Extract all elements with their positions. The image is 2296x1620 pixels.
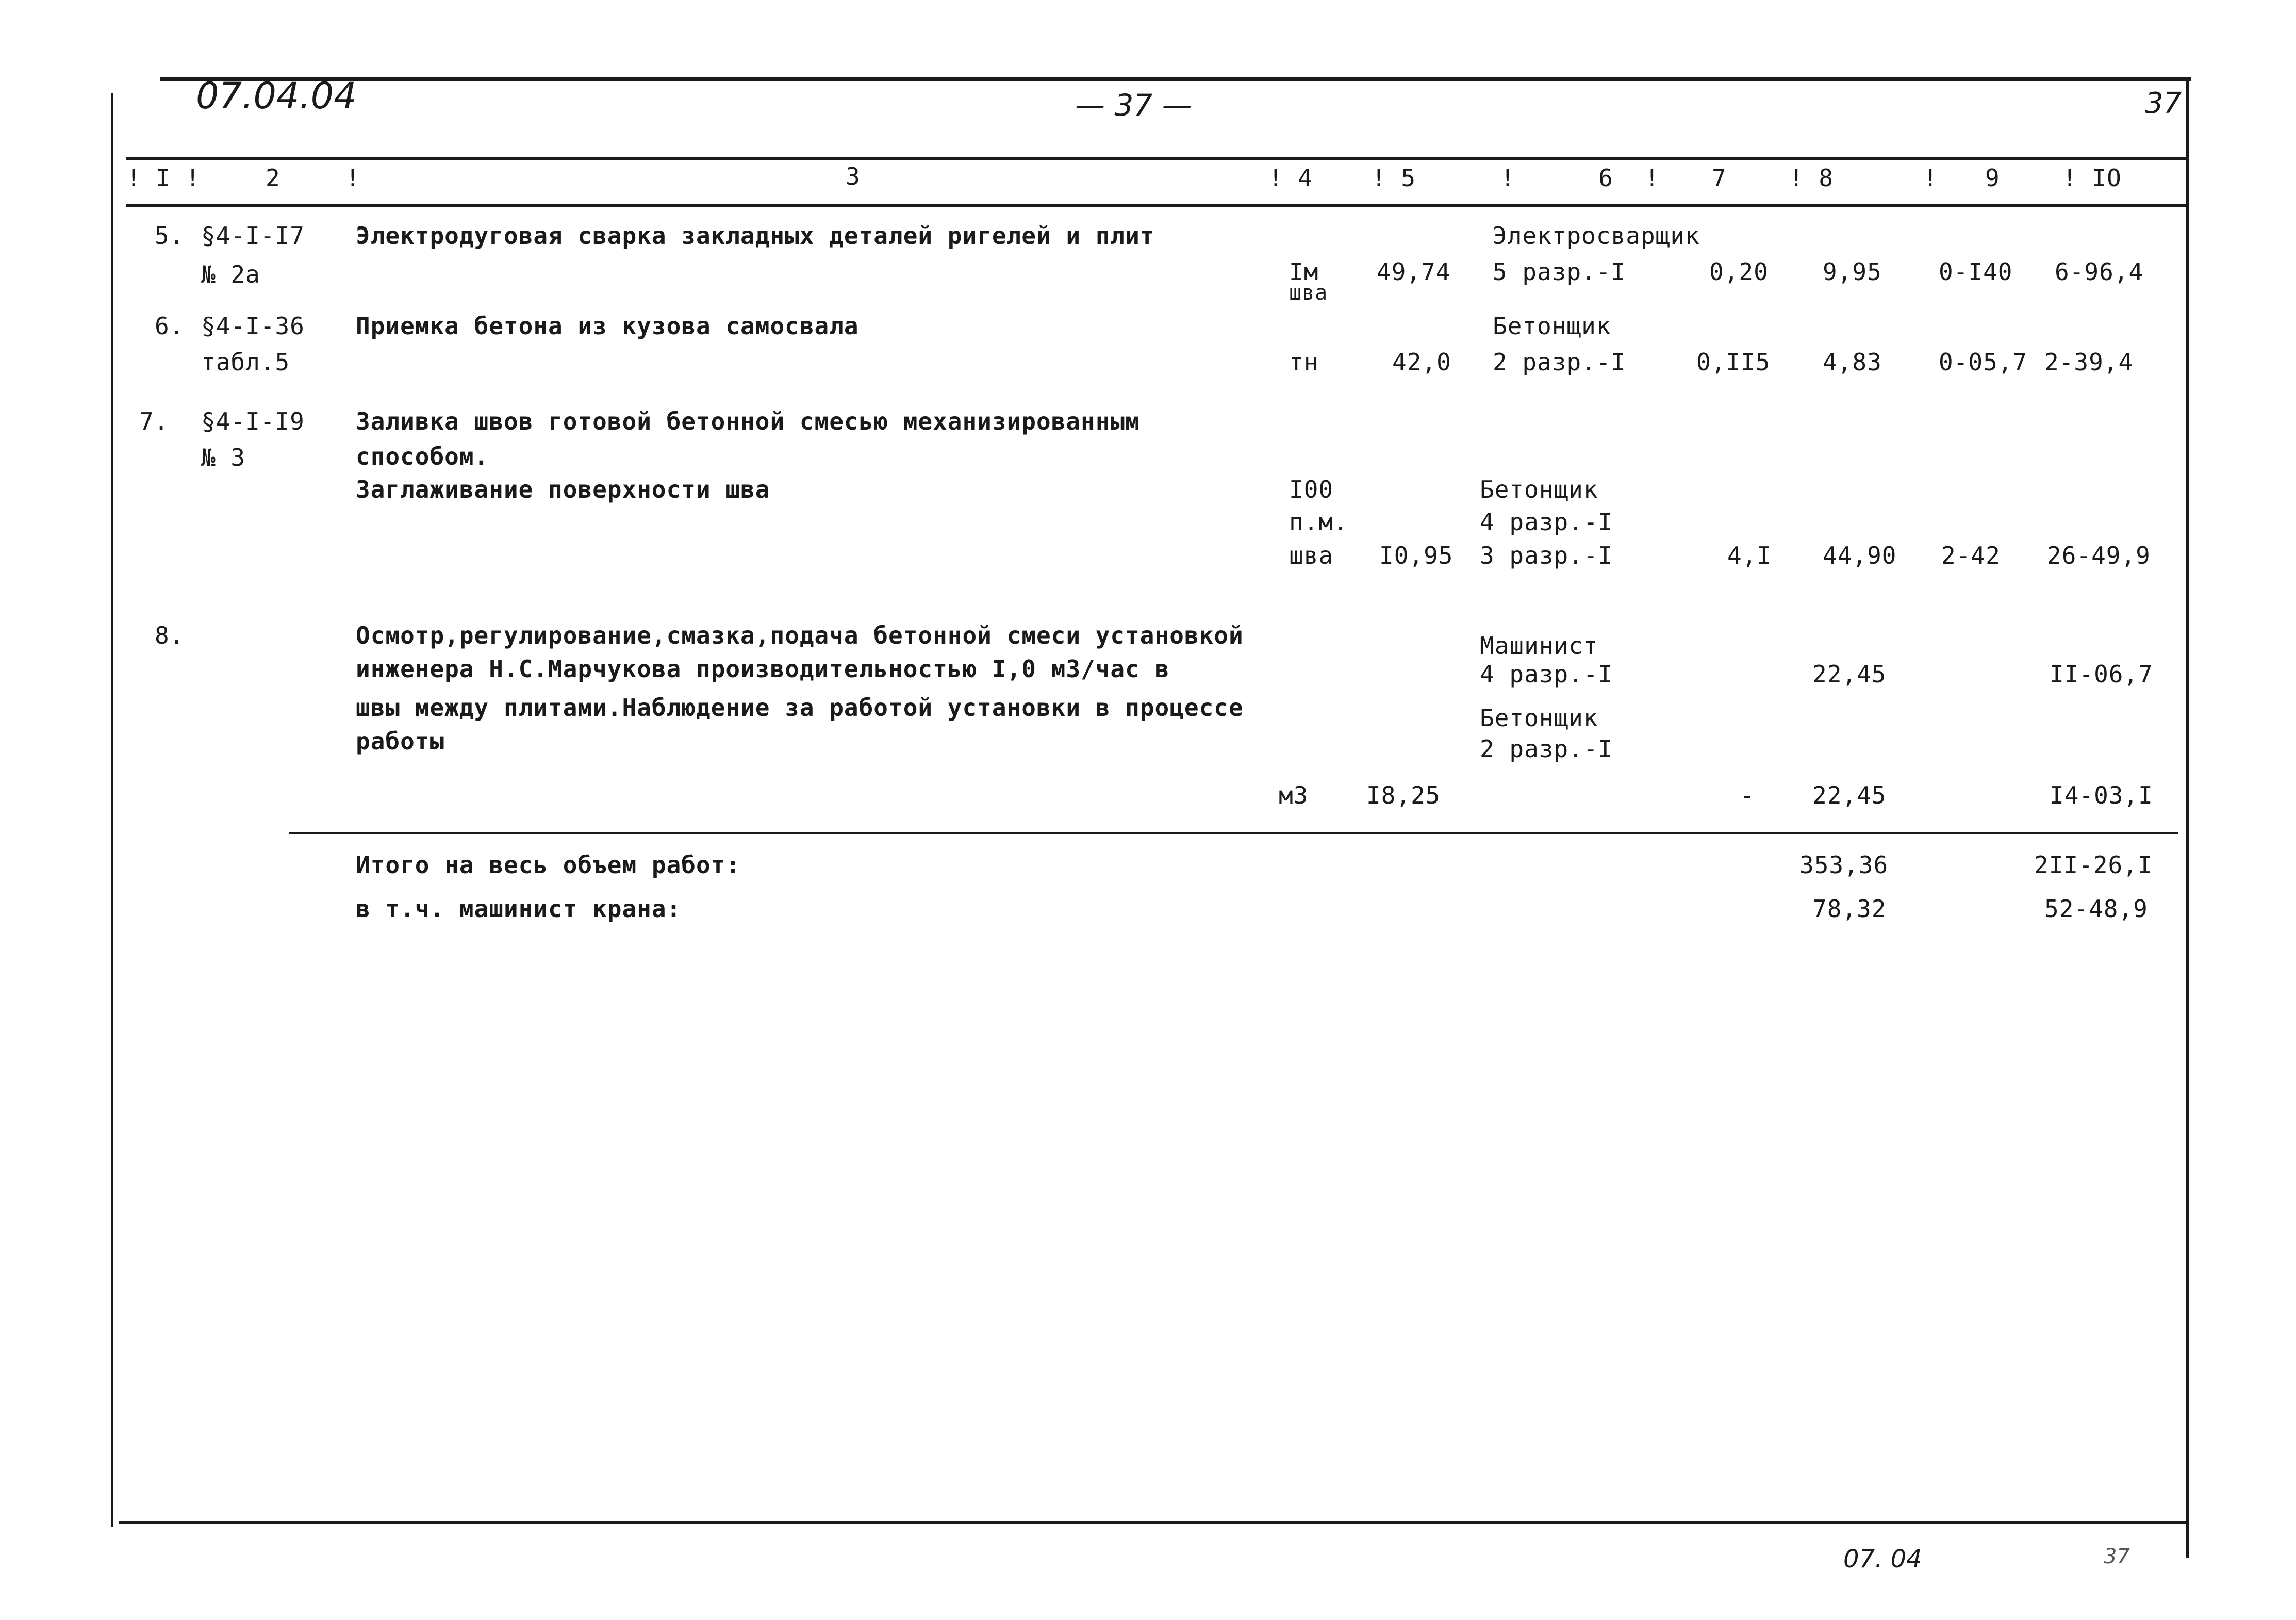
row-grade: 2 разр.-I: [1493, 348, 1626, 376]
row-grade: 4 разр.-I: [1480, 508, 1613, 536]
row-work-description-2: инженера Н.С.Марчукова производительностью I,0 м3/час в: [356, 655, 1170, 683]
row-cost: 2-39,4: [2044, 348, 2134, 376]
col-1-header: ! I !: [126, 164, 201, 192]
row-quantity: 49,74: [1377, 258, 1451, 286]
row-work-description-4: работы: [356, 727, 445, 755]
totals-rule: [289, 832, 2178, 834]
row-cost: I4-03,I: [2050, 781, 2153, 809]
right-border: [2186, 77, 2189, 1558]
row-norm-ref: §4-I-36: [201, 312, 305, 340]
row-time-norm: 0,20: [1709, 258, 1769, 286]
doc-code-header: 07.04.04: [196, 75, 357, 117]
row-number: 8.: [155, 621, 185, 649]
col-7-header: 7: [1712, 164, 1727, 192]
row-rate: 0-05,7: [1939, 348, 2028, 376]
row-labor: 4,83: [1823, 348, 1882, 376]
col-3-header: 3: [846, 162, 861, 190]
row-unit: I00: [1289, 476, 1334, 503]
col-4-header: ! 4: [1268, 164, 1313, 192]
row-unit: Iм: [1289, 258, 1319, 286]
col-6-sep: !: [1500, 164, 1515, 192]
row-quantity: I0,95: [1379, 542, 1453, 569]
bottom-border: [119, 1521, 2186, 1524]
col-10-header: ! IO: [2062, 164, 2122, 192]
row-grade: 4 разр.-I: [1480, 660, 1613, 688]
row-unit: тн: [1289, 348, 1319, 376]
row-unit-sub2: шва: [1289, 542, 1334, 569]
row-work-description-3: швы между плитами.Наблюдение за работой установки в процессе: [356, 694, 1244, 722]
row-quantity: I8,25: [1366, 781, 1441, 809]
row-number: 5.: [155, 222, 185, 250]
row-number: 6.: [155, 312, 185, 340]
page-number-center: — 37 —: [1075, 88, 1192, 123]
total-label: в т.ч. машинист крана:: [356, 895, 682, 923]
row-work-description-2: способом.: [356, 443, 489, 470]
row-labor: 22,45: [1812, 781, 1887, 809]
col-3-sep: !: [345, 164, 360, 192]
left-border: [111, 93, 113, 1527]
top-border: [160, 77, 2191, 81]
row-labor-machinist: 22,45: [1812, 660, 1887, 688]
col-8-header: ! 8: [1789, 164, 1834, 192]
doc-code-footer: 07. 04: [1843, 1545, 1922, 1574]
row-cost-machinist: II-06,7: [2050, 660, 2153, 688]
row-work-description: Электродуговая сварка закладных деталей ригелей и плит: [356, 222, 1155, 250]
total-label: Итого на весь объем работ:: [356, 851, 741, 879]
total-labor: 78,32: [1812, 895, 1887, 923]
row-unit-sub: шва: [1289, 281, 1328, 305]
row-labor: 9,95: [1823, 258, 1882, 286]
col-6-header: 6: [1598, 164, 1613, 192]
row-work-description: Заливка швов готовой бетонной смесью механизированным: [356, 407, 1140, 435]
page-number-footer: 37: [2104, 1545, 2130, 1568]
row-norm-table: табл.5: [201, 348, 290, 376]
col-2-header: 2: [266, 164, 280, 192]
col-5-header: ! 5: [1372, 164, 1416, 192]
row-quantity: 42,0: [1392, 348, 1451, 376]
header-rule-top: [126, 157, 2186, 160]
row-work-description-3: Заглаживание поверхности шва: [356, 476, 770, 503]
row-cost: 26-49,9: [2047, 542, 2151, 569]
row-trade-2: Бетонщик: [1480, 704, 1598, 732]
row-unit-sub: п.м.: [1289, 508, 1348, 536]
row-time-norm: 0,II5: [1696, 348, 1771, 376]
row-unit: м3: [1279, 781, 1309, 809]
row-rate: 2-42: [1941, 542, 2001, 569]
row-work-description: Приемка бетона из кузова самосвала: [356, 312, 859, 340]
row-grade-2: 2 разр.-I: [1480, 735, 1613, 763]
row-rate: 0-I40: [1939, 258, 2013, 286]
row-time-norm: 4,I: [1727, 542, 1772, 569]
row-labor: 44,90: [1823, 542, 1897, 569]
col-7-sep: !: [1645, 164, 1660, 192]
col-9-header: 9: [1985, 164, 2000, 192]
total-labor: 353,36: [1799, 851, 1889, 879]
total-cost: 52-48,9: [2044, 895, 2148, 923]
row-trade: Машинист: [1480, 632, 1598, 660]
row-trade: Бетонщик: [1480, 476, 1598, 503]
page-number-right: 37: [2145, 87, 2182, 120]
row-grade-2: 3 разр.-I: [1480, 542, 1613, 569]
row-number: 7.: [139, 407, 169, 435]
row-trade: Электросварщик: [1493, 222, 1700, 250]
row-cost: 6-96,4: [2055, 258, 2144, 286]
row-norm-ref: §4-I-I7: [201, 222, 305, 250]
row-time-norm: -: [1740, 781, 1755, 809]
row-norm-ref: §4-I-I9: [201, 407, 305, 435]
total-cost: 2II-26,I: [2034, 851, 2153, 879]
row-norm-table: № 2а: [201, 260, 260, 288]
header-rule-bottom: [126, 204, 2186, 207]
row-grade: 5 разр.-I: [1493, 258, 1626, 286]
row-work-description: Осмотр,регулирование,смазка,подача бетонной смеси установкой: [356, 621, 1244, 649]
row-norm-table: № 3: [201, 444, 246, 471]
row-trade: Бетонщик: [1493, 312, 1611, 340]
col-9-sep: !: [1923, 164, 1938, 192]
